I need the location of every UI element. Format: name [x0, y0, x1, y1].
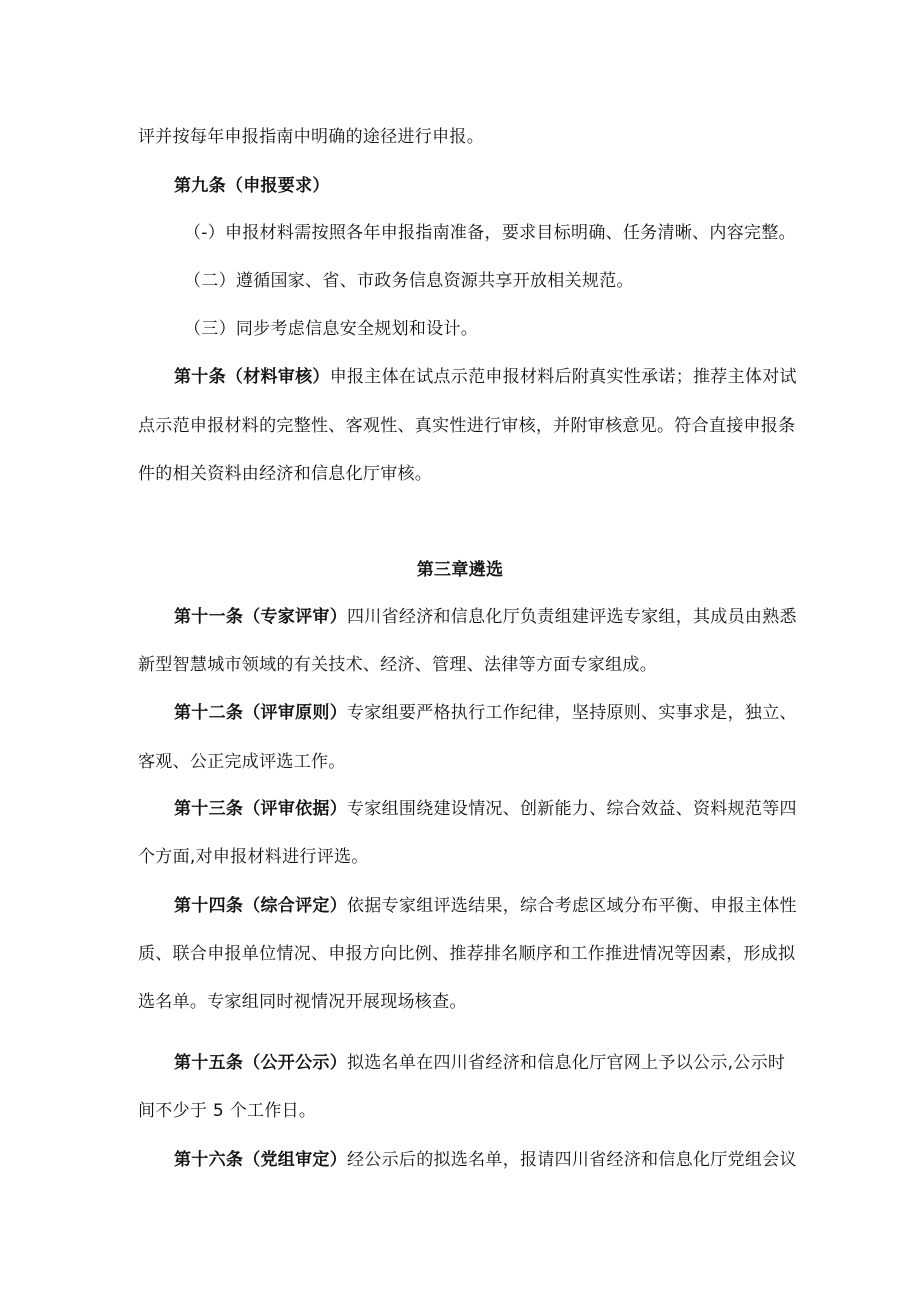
article-11-title: 第十一条（专家评审） [174, 607, 347, 627]
article-13-title: 第十三条（评审依据） [174, 799, 347, 819]
article-14-line-3: 选名单。专家组同时视情况开展现场核查。 [138, 992, 467, 1012]
article-16-text: 经公示后的拟选名单，报请四川省经济和信息化厅党组会议 [347, 1150, 797, 1170]
article-9-item-2: （二）遵循国家、省、市政务信息资源共享开放相关规范。 [184, 271, 634, 291]
article-15-title: 第十五条（公开公示） [174, 1053, 347, 1073]
article-10-title: 第十条（材料审核） [174, 367, 330, 387]
article-10-line-2: 点示范申报材料的完整性、客观性、真实性进行审核，并附审核意见。符合直接申报条 [138, 416, 796, 436]
article-9-item-3: （三）同步考虑信息安全规划和设计。 [184, 319, 479, 339]
article-12-line-1 [174, 702, 797, 724]
text-line: 评并按每年申报指南中明确的途径进行申报。 [138, 127, 484, 147]
article-10-line-1 [174, 366, 797, 388]
article-16-title: 第十六条（党组审定） [174, 1150, 347, 1170]
article-10-line-3: 件的相关资料由经济和信息化厅审核。 [138, 464, 433, 484]
article-16-line-1 [174, 1149, 797, 1171]
article-9-item-1: （-）申报材料需按照各年申报指南准备，要求目标明确、任务清晰、内容完整。 [184, 223, 796, 243]
article-13-text: 专家组围绕建设情况、创新能力、综合效益、资料规范等四 [347, 799, 797, 819]
article-11-line-2: 新型智慧城市领域的有关技术、经济、管理、法律等方面专家组成。 [138, 655, 657, 675]
article-12-text: 专家组要严格执行工作纪律，坚持原则、实事求是，独立、 [347, 703, 797, 723]
chapter-3-heading: 第三章遴选 [416, 560, 504, 580]
article-13-line-1 [174, 798, 797, 820]
article-11-line-1 [174, 606, 797, 628]
article-15-line-1 [174, 1052, 785, 1074]
article-9-title: 第九条（申报要求） [174, 176, 330, 196]
article-12-line-2: 客观、公正完成评选工作。 [138, 752, 346, 772]
article-10-text: 申报主体在试点示范申报材料后附真实性承诺；推荐主体对试 [329, 367, 797, 387]
article-11-text: 四川省经济和信息化厅负责组建评选专家组，其成员由熟悉 [347, 607, 797, 627]
article-15-line-2: 间不少于 5 个工作日。 [138, 1101, 317, 1121]
article-14-title: 第十四条（综合评定） [174, 896, 347, 916]
article-14-text: 依据专家组评选结果，综合考虑区域分布平衡、申报主体性 [347, 896, 797, 916]
article-12-title: 第十二条（评审原则） [174, 703, 347, 723]
article-13-line-2: 个方面,对申报材料进行评选。 [138, 847, 369, 867]
article-15-text: 拟选名单在四川省经济和信息化厅官网上予以公示,公示时 [347, 1053, 786, 1073]
article-14-line-1 [174, 895, 797, 917]
article-14-line-2: 质、联合申报单位情况、申报方向比例、推荐排名顺序和工作推进情况等因素，形成拟 [138, 944, 796, 964]
